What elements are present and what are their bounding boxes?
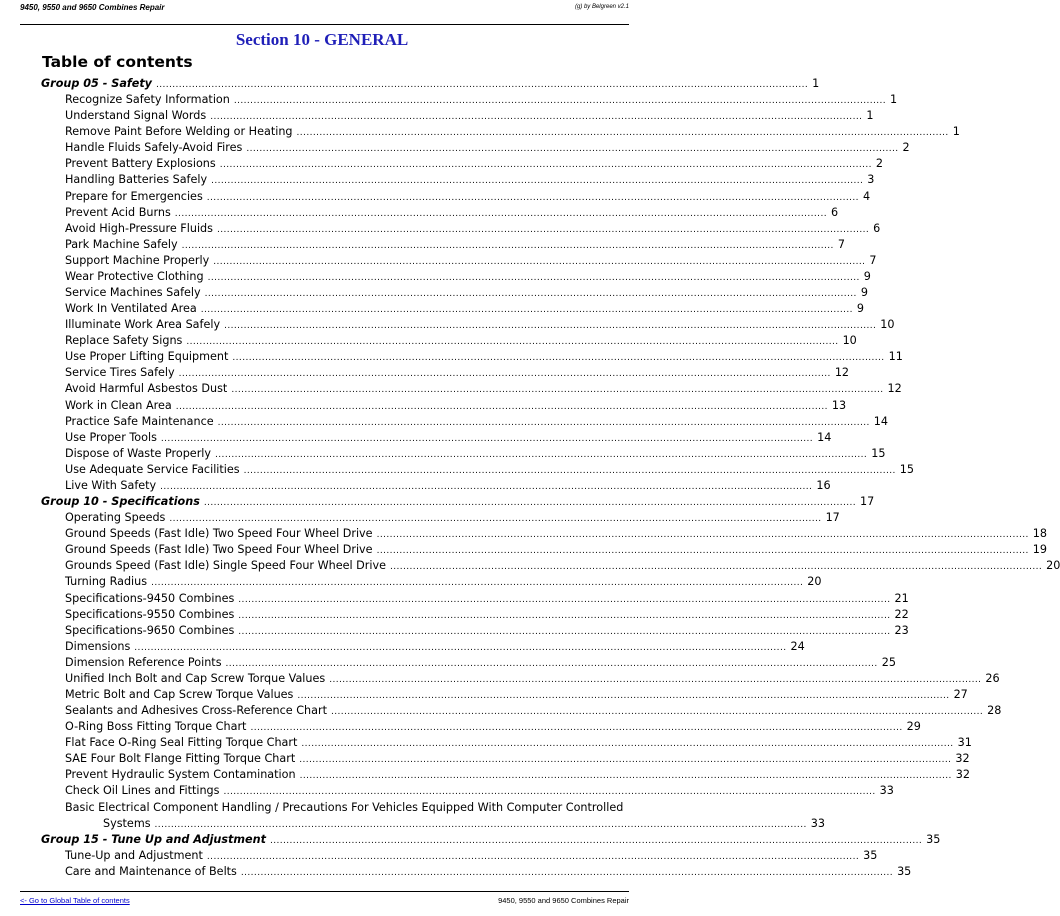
toc-page-number: 17 (860, 495, 875, 509)
toc-entry-title: Prevent Hydraulic System Contamination (65, 768, 296, 782)
toc-entry[interactable] (0, 767, 970, 783)
toc-leader-dots: ........................................................................................................................................................................................................ (169, 514, 822, 525)
toc-page-number: 14 (817, 430, 832, 444)
toc-entry-title: Group 15 - Tune Up and Adjustment (41, 832, 266, 846)
toc-entry[interactable] (0, 542, 1047, 558)
toc-page-number: 22 (894, 607, 909, 621)
toc-leader-dots: ........................................................................................................................................................................................................ (203, 498, 857, 509)
toc-entry-title: Check Oil Lines and Fittings (65, 784, 220, 798)
toc-entry-title: Systems (103, 816, 151, 830)
toc-leader-dots: ........................................................................................................................................................................................................ (204, 289, 857, 300)
toc-entry-title: Recognize Safety Information (65, 93, 230, 107)
toc-leader-dots: ........................................................................................................................................................................................................ (206, 851, 860, 862)
toc-title: Table of contents (42, 53, 193, 71)
toc-entry-title: Practice Safe Maintenance (65, 414, 214, 428)
toc-entry-title: Handle Fluids Safely-Avoid Fires (65, 141, 243, 155)
toc-entry[interactable] (0, 864, 912, 880)
toc-leader-dots: ........................................................................................................................................................................................................ (175, 401, 828, 412)
toc-leader-dots: ........................................................................................................................................................................................................ (206, 192, 859, 203)
toc-entry[interactable] (0, 462, 915, 478)
toc-entry[interactable] (0, 687, 968, 703)
toc-entry[interactable] (0, 381, 902, 397)
toc-entry[interactable] (0, 285, 868, 301)
toc-entry[interactable] (0, 671, 1000, 687)
toc-entry-title: Ground Speeds (Fast Idle) Two Speed Four Wheel Drive (65, 543, 373, 557)
toc-entry-title: Metric Bolt and Cap Screw Torque Values (65, 687, 294, 701)
toc-entry-title: Grounds Speed (Fast Idle) Single Speed Four Wheel Drive (65, 559, 386, 573)
toc-entry[interactable] (0, 108, 874, 124)
toc-entry-title: Care and Maintenance of Belts (65, 864, 237, 878)
toc-entry[interactable] (0, 269, 871, 285)
toc-leader-dots: ........................................................................................................................................................................................................ (297, 690, 950, 701)
toc-page-number: 21 (894, 591, 909, 605)
toc-entry[interactable] (0, 719, 921, 735)
toc-entry-title: Avoid High-Pressure Fluids (65, 221, 213, 235)
toc-page-number: 28 (987, 704, 1002, 718)
toc-leader-dots: ........................................................................................................................................................................................................ (299, 771, 952, 782)
page-header (20, 0, 629, 25)
toc-entry[interactable] (0, 591, 909, 607)
toc-leader-dots: ........................................................................................................................................................................................................ (299, 755, 952, 766)
toc-entry[interactable] (0, 221, 881, 237)
toc-entry-title: Illuminate Work Area Safely (65, 318, 221, 332)
toc-page-number: 14 (873, 414, 889, 428)
toc-page-number: 17 (825, 511, 840, 525)
toc-leader-dots: ........................................................................................................................................................................................................ (225, 658, 878, 669)
toc-page-number: 1 (890, 93, 898, 107)
toc-entry[interactable] (0, 301, 865, 317)
toc-entry[interactable] (0, 735, 972, 751)
toc-page-number: 7 (837, 237, 845, 251)
toc-entry[interactable] (0, 800, 825, 832)
toc-leader-dots: ........................................................................................................................................................................................................ (269, 835, 923, 846)
toc-entry-title: Dispose of Waste Properly (65, 446, 212, 460)
toc-entry[interactable] (0, 253, 877, 269)
header-title: 9450, 9550 and 9650 Combines Repair (20, 3, 165, 12)
toc-entry-title: Sealants and Adhesives Cross-Reference Chart (65, 704, 327, 718)
toc-entry-title: Wear Protective Clothing (65, 269, 204, 283)
toc-entry[interactable] (0, 607, 909, 623)
toc-entry-title: Tune-Up and Adjustment (65, 848, 203, 862)
page-footer (20, 891, 629, 916)
toc-entry-title: Service Machines Safely (65, 286, 201, 300)
toc-leader-dots: ........................................................................................................................................................................................................ (217, 417, 870, 428)
toc-entry[interactable] (0, 430, 832, 446)
toc-leader-dots: ........................................................................................................................................................................................................ (250, 723, 903, 734)
toc-entry-title: Flat Face O-Ring Seal Fitting Torque Chart (65, 736, 298, 750)
toc-page-number: 27 (953, 687, 968, 701)
toc-group-entry[interactable] (0, 76, 820, 92)
toc-entry[interactable] (0, 478, 831, 494)
toc-leader-dots: ........................................................................................................................................................................................................ (181, 240, 834, 251)
toc-leader-dots: ........................................................................................................................................................................................................ (376, 530, 1029, 541)
toc-leader-dots: ........................................................................................................................................................................................................ (243, 465, 896, 476)
global-toc-link[interactable]: <- Go to Global Table of contents (20, 896, 130, 905)
toc-entry[interactable] (0, 172, 875, 188)
toc-entry-title: Work In Ventilated Area (65, 302, 197, 316)
toc-page-number: 12 (834, 366, 850, 380)
toc-page-number: 1 (866, 109, 874, 123)
toc-entry-title: Park Machine Safely (65, 237, 178, 251)
toc-entry-title: Turning Radius (65, 575, 148, 589)
toc-entry[interactable] (0, 623, 909, 639)
toc-leader-dots: ........................................................................................................................................................................................................ (174, 208, 827, 219)
toc-entry-title: Operating Speeds (65, 511, 166, 525)
toc-leader-dots: ........................................................................................................................................................................................................ (329, 674, 982, 685)
toc-page-number: 26 (985, 671, 1000, 685)
toc-leader-dots: ........................................................................................................................................................................................................ (233, 96, 887, 107)
toc-page-number: 20 (1046, 559, 1060, 573)
toc-entry-title: Dimensions (65, 639, 131, 653)
toc-page-number: 6 (873, 221, 881, 235)
toc-leader-dots: ........................................................................................................................................................................................................ (216, 224, 870, 235)
toc-page-number: 9 (863, 269, 871, 283)
toc-entry-title: Prevent Battery Explosions (65, 157, 216, 171)
toc-entry[interactable] (0, 156, 884, 172)
toc-entry-title: Group 10 - Specifications (41, 495, 200, 509)
toc-leader-dots: ........................................................................................................................................................................................................ (301, 739, 954, 750)
toc-page-number: 32 (955, 768, 970, 782)
toc-page-number: 32 (955, 752, 970, 766)
toc-leader-dots: ........................................................................................................................................................................................................ (215, 449, 868, 460)
toc-entry-title: Use Proper Tools (65, 430, 157, 444)
toc-entry-title: Ground Speeds (Fast Idle) Two Speed Four Wheel Drive (65, 527, 373, 541)
toc-entry[interactable] (0, 751, 970, 767)
toc-entry-title: Specifications-9650 Combines (65, 623, 235, 637)
toc-page-number: 1 (952, 125, 960, 139)
toc-group-entry[interactable] (0, 832, 941, 848)
toc-entry[interactable] (0, 237, 845, 253)
toc-page-number: 11 (888, 350, 903, 364)
toc-page-number: 24 (790, 639, 805, 653)
toc-leader-dots: ........................................................................................................................................................................................................ (389, 562, 1043, 573)
section-title: Section 10 - GENERAL (235, 30, 409, 49)
toc-leader-dots: ........................................................................................................................................................................................................ (178, 369, 831, 380)
toc-entry[interactable] (0, 574, 822, 590)
toc-leader-dots: ........................................................................................................................................................................................................ (211, 176, 864, 187)
toc-page-number: 12 (887, 382, 902, 396)
toc-entry-title: Group 05 - Safety (41, 77, 152, 90)
toc-page-number: 4 (862, 189, 871, 203)
toc-entry[interactable] (0, 333, 857, 349)
toc-entry[interactable] (0, 703, 1002, 719)
toc-leader-dots: ........................................................................................................................................................................................................ (134, 642, 787, 653)
toc-entry[interactable] (0, 189, 871, 205)
toc-page-number: 16 (816, 478, 831, 492)
toc-leader-dots: ........................................................................................................................................................................................................ (210, 112, 863, 123)
toc-page-number: 20 (807, 575, 822, 589)
toc-group-entry[interactable] (0, 494, 875, 510)
toc-leader-dots: ........................................................................................................................................................................................................ (155, 80, 809, 90)
toc-leader-dots: ........................................................................................................................................................................................................ (154, 819, 807, 830)
toc-leader-dots: ........................................................................................................................................................................................................ (330, 707, 984, 718)
toc-entry[interactable] (0, 349, 903, 365)
footer-title: 9450, 9550 and 9650 Combines Repair (498, 896, 629, 905)
toc-leader-dots: ........................................................................................................................................................................................................ (151, 578, 804, 589)
toc-page-number: 1 (812, 77, 820, 90)
toc-page-number: 2 (902, 141, 910, 155)
toc-leader-dots: ........................................................................................................................................................................................................ (232, 353, 885, 364)
toc-entry[interactable] (0, 414, 889, 430)
toc-entry-title: Support Machine Properly (65, 253, 210, 267)
toc-leader-dots: ........................................................................................................................................................................................................ (238, 610, 891, 621)
toc-page-number: 35 (863, 848, 878, 862)
toc-leader-dots: ........................................................................................................................................................................................................ (231, 385, 884, 396)
toc-entry-title: Specifications-9450 Combines (65, 591, 235, 605)
toc-entry[interactable] (0, 848, 878, 864)
toc-entry-title: Avoid Harmful Asbestos Dust (65, 382, 228, 396)
toc-leader-dots: ........................................................................................................................................................................................................ (296, 128, 949, 139)
toc-entry-title: Work in Clean Area (65, 398, 172, 412)
toc-page-number: 33 (879, 784, 894, 798)
toc-entry-title: Basic Electrical Component Handling / Precautions For Vehicles Equipped With Computer Controlled (65, 800, 624, 814)
toc-page-number: 19 (1032, 543, 1047, 557)
toc-entry[interactable] (0, 398, 847, 414)
toc-leader-dots: ........................................................................................................................................................................................................ (238, 626, 891, 637)
toc-page-number: 9 (860, 286, 868, 300)
toc-entry-title: Replace Safety Signs (65, 334, 183, 348)
toc-entry-title: Prevent Acid Burns (65, 205, 171, 219)
toc-leader-dots: ........................................................................................................................................................................................................ (376, 546, 1029, 557)
toc-entry[interactable] (0, 655, 896, 671)
toc-page-number: 23 (894, 623, 909, 637)
toc-entry-title: Service Tires Safely (65, 366, 175, 380)
toc-leader-dots: ........................................................................................................................................................................................................ (186, 337, 839, 348)
toc-page-number: 13 (831, 398, 847, 412)
toc-entry[interactable] (0, 558, 1060, 574)
toc-entry[interactable] (0, 365, 850, 381)
toc-page-number: 35 (897, 864, 912, 878)
toc-entry-title: Live With Safety (65, 478, 157, 492)
toc-leader-dots: ........................................................................................................................................................................................................ (246, 144, 899, 155)
toc-leader-dots: ........................................................................................................................................................................................................ (213, 256, 866, 267)
toc-entry[interactable] (0, 124, 960, 140)
toc-entry[interactable] (0, 317, 895, 333)
toc-entry[interactable] (0, 526, 1047, 542)
toc-leader-dots: ........................................................................................................................................................................................................ (240, 867, 894, 878)
toc-leader-dots: ........................................................................................................................................................................................................ (200, 305, 853, 316)
toc-page-number: 10 (880, 318, 895, 332)
toc-entry-title: Understand Signal Words (65, 109, 207, 123)
toc-leader-dots: ........................................................................................................................................................................................................ (207, 272, 860, 283)
toc-entry-title: Handling Batteries Safely (65, 173, 208, 187)
toc-leader-dots: ........................................................................................................................................................................................................ (219, 160, 872, 171)
toc-leader-dots: ........................................................................................................................................................................................................ (238, 594, 891, 605)
toc-entry-title: O-Ring Boss Fitting Torque Chart (65, 720, 247, 734)
toc-page-number: 3 (867, 173, 875, 187)
toc-page-number: 25 (881, 655, 896, 669)
toc-page-number: 18 (1032, 527, 1047, 541)
toc-page-number: 31 (957, 736, 972, 750)
toc-page-number: 15 (899, 462, 915, 476)
toc-entry-title: SAE Four Bolt Flange Fitting Torque Chart (65, 752, 296, 766)
toc-page-number: 15 (871, 446, 886, 460)
toc-entry-title: Use Proper Lifting Equipment (65, 350, 229, 364)
toc-page-number: 2 (875, 157, 884, 171)
toc-entry-title: Specifications-9550 Combines (65, 607, 235, 621)
toc-page-number: 7 (869, 253, 877, 267)
toc-entry[interactable] (0, 140, 910, 156)
toc-entry-title: Remove Paint Before Welding or Heating (65, 125, 293, 139)
header-credit: (g) by Belgreen v2.1 (574, 4, 629, 10)
toc-entry[interactable] (0, 639, 805, 655)
toc-entry-title: Prepare for Emergencies (65, 189, 203, 203)
toc-entry-title: Use Adequate Service Facilities (65, 462, 240, 476)
toc-page-number: 6 (830, 205, 839, 219)
toc-page-number: 9 (856, 302, 865, 316)
toc-entry-title: Unified Inch Bolt and Cap Screw Torque Values (65, 671, 326, 685)
toc-leader-dots: ........................................................................................................................................................................................................ (160, 433, 814, 444)
toc-page-number: 33 (810, 816, 825, 830)
toc-page-number: 29 (906, 720, 921, 734)
toc-page-number: 35 (926, 832, 941, 846)
toc-leader-dots: ........................................................................................................................................................................................................ (160, 481, 813, 492)
toc-page-number: 10 (842, 334, 857, 348)
toc-entry[interactable] (0, 92, 898, 108)
toc-entry[interactable] (0, 205, 839, 221)
toc-leader-dots: ........................................................................................................................................................................................................ (223, 787, 876, 798)
toc-entry[interactable] (0, 783, 894, 799)
table-of-contents (0, 76, 1060, 880)
toc-entry-title: Dimension Reference Points (65, 655, 222, 669)
toc-leader-dots: ........................................................................................................................................................................................................ (224, 321, 877, 332)
toc-entry[interactable] (0, 446, 886, 462)
toc-entry[interactable] (0, 510, 840, 526)
